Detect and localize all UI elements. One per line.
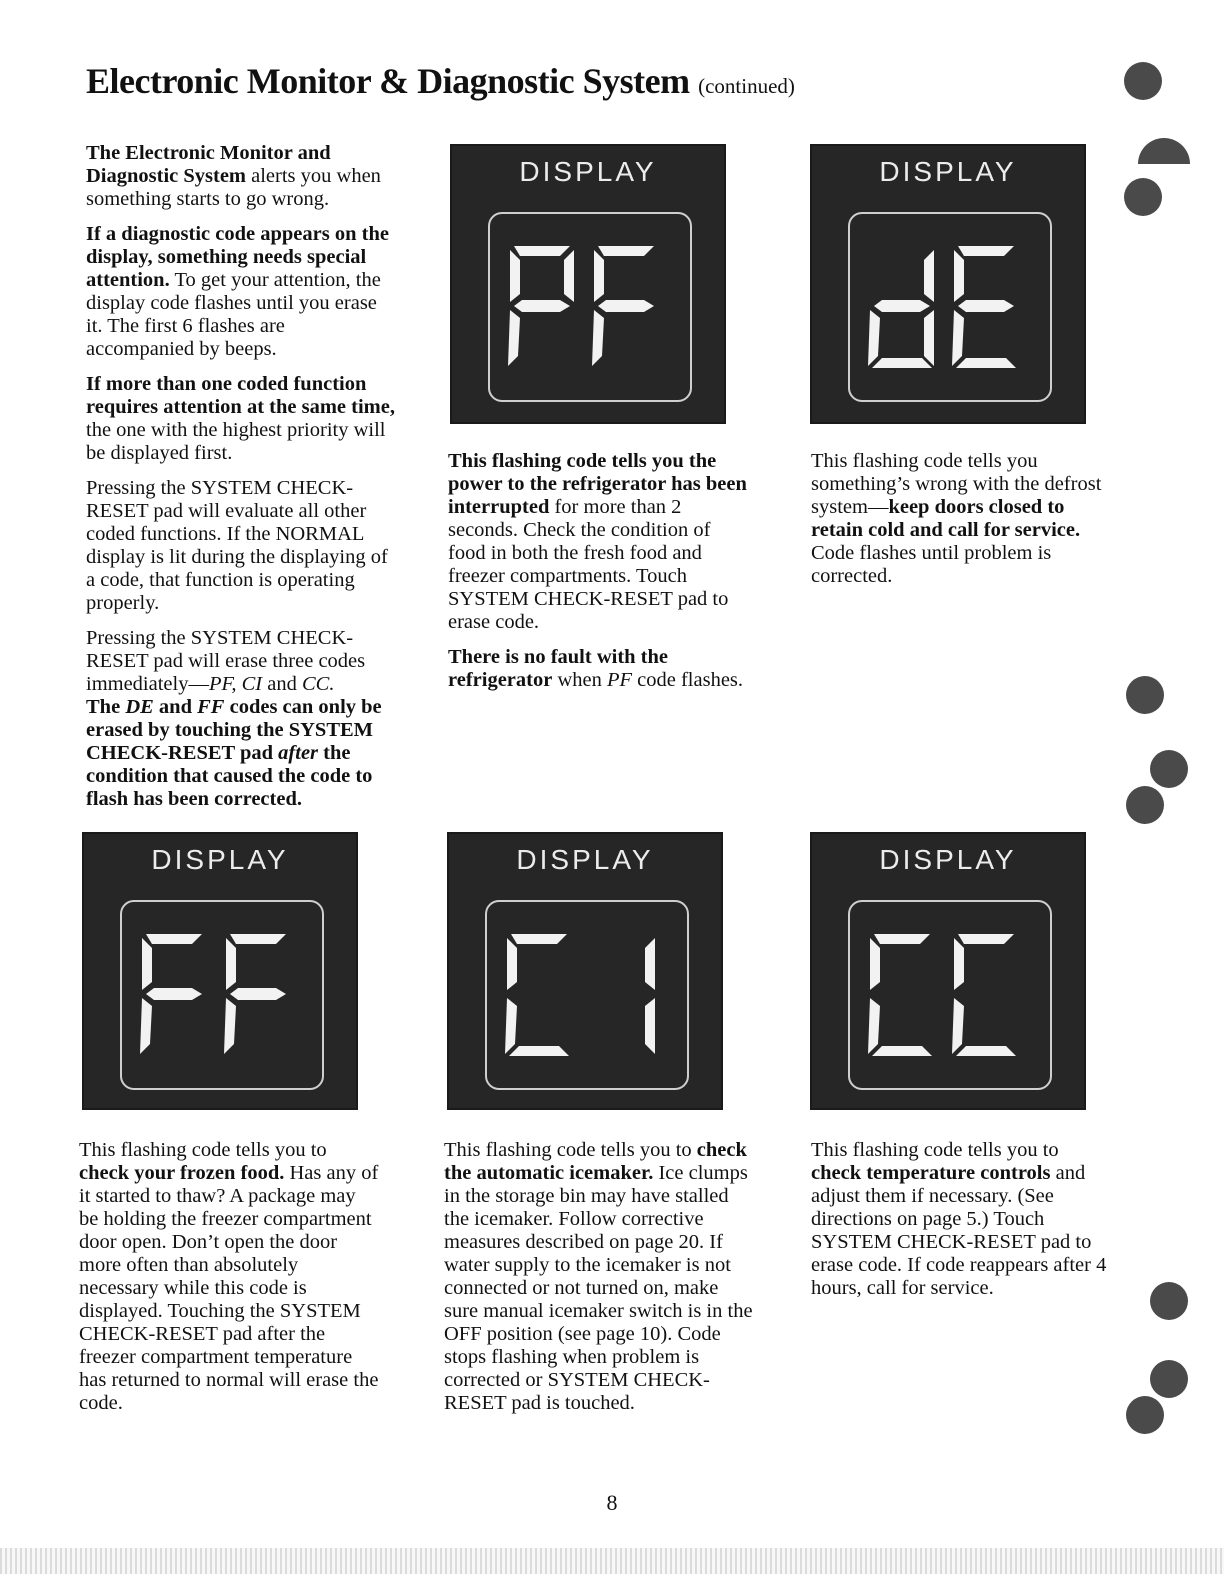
ci-text-2: Ice clumps in the storage bin may have stalled the icemaker. Follow corrective measures described on page 20. If water supply to the icemaker is not connected or not turned on, make sure manual icemaker switch is in the OFF position (see page 10). Code stops flashing when problem is corrected or SYSTEM CHECK-RESET pad is touched. — [444, 1162, 753, 1414]
ff-bold: check your frozen food. — [79, 1162, 285, 1184]
intro-p5-text: Pressing the SYSTEM CHECK-RESET pad will erase three codes immediately— — [86, 627, 366, 695]
binder-hole — [1126, 676, 1164, 714]
ci-bold: check the automatic icemaker. — [444, 1139, 747, 1184]
intro-paragraph-2 — [86, 223, 396, 361]
cc-bold: check temperature controls — [811, 1162, 1051, 1184]
intro-p1-text: alerts you when something starts to go wrong. — [86, 165, 381, 210]
intro-p2-bold: If a diagnostic code appears on the display, something needs special attention. — [86, 223, 389, 291]
scan-footer-noise — [0, 1548, 1224, 1574]
intro-p5-bold-3: codes can only be erased by touching the SYSTEM CHECK-RESET pad — [86, 696, 382, 764]
pf-bold: This flashing code tells you the power to the refrigerator has been interrupted — [448, 450, 747, 518]
cc-text-2: and adjust them if necessary. (See directions on page 5.) Touch SYSTEM CHECK-RESET pad to erase code. If code reappears after 4 hours, call for service. — [811, 1162, 1107, 1299]
title-continued: (continued) — [698, 74, 795, 98]
ci-paragraph — [444, 1139, 756, 1415]
pf-description — [448, 450, 748, 704]
pf-text-3: code flashes. — [632, 669, 744, 691]
de-bold: keep doors closed to retain cold and call for service. — [811, 496, 1081, 541]
intro-p5-bold-4: the condition that caused the code to flash has been corrected. — [86, 742, 373, 810]
binder-hole — [1124, 62, 1162, 100]
de-paragraph — [811, 450, 1121, 588]
ff-text: This flashing code tells you to — [79, 1139, 327, 1161]
display-panel-ff — [82, 832, 358, 1110]
binder-hole — [1150, 1360, 1188, 1398]
intro-p4-text: Pressing the SYSTEM CHECK-RESET pad will evaluate all other coded functions. If the NORMAL display is lit during the displaying of a code, that function is operating properly. — [86, 477, 388, 614]
intro-paragraph-4 — [86, 477, 396, 615]
display-panel-cc — [810, 832, 1086, 1110]
pf-paragraph-2 — [448, 646, 748, 692]
cc-text: This flashing code tells you to — [811, 1139, 1059, 1161]
intro-p5-bold-2: and — [153, 696, 198, 718]
cc-paragraph — [811, 1139, 1111, 1300]
pf-paragraph-1 — [448, 450, 748, 634]
display-panel-de — [810, 144, 1086, 424]
display-code-ff — [140, 932, 300, 1056]
intro-p5-text-2: and — [262, 673, 302, 695]
intro-p2-text: To get your attention, the display code flashes until you erase it. The first 6 flashes are accompanied by beeps. — [86, 269, 381, 360]
display-label: DISPLAY — [879, 844, 1017, 875]
page-title — [86, 60, 986, 102]
intro-p5-after: after — [278, 742, 319, 764]
display-panel-pf — [450, 144, 726, 424]
page-number: 8 — [606, 1490, 618, 1515]
pf-text: for more than 2 seconds. Check the condition of food in both the fresh food and freezer compartments. Touch SYSTEM CHECK-RESET pad to erase code. — [448, 496, 729, 633]
ff-paragraph — [79, 1139, 379, 1415]
intro-paragraph-1 — [86, 142, 396, 211]
display-label: DISPLAY — [516, 844, 654, 875]
display-label: DISPLAY — [879, 156, 1017, 187]
de-text-2: Code flashes until problem is corrected. — [811, 542, 1052, 587]
binder-hole — [1138, 138, 1190, 164]
intro-p5-bold-1: The — [86, 696, 126, 718]
ci-description — [444, 1139, 756, 1427]
display-code-ci — [505, 932, 665, 1056]
cc-description — [811, 1139, 1111, 1312]
de-text: This flashing code tells you something’s wrong with the defrost system— — [811, 450, 1102, 518]
binder-hole — [1150, 1282, 1188, 1320]
title-text: Electronic Monitor & Diagnostic System — [86, 61, 690, 101]
binder-hole — [1126, 786, 1164, 824]
display-label: DISPLAY — [151, 844, 289, 875]
display-panel-ci — [447, 832, 723, 1110]
ff-description — [79, 1139, 379, 1427]
display-label: DISPLAY — [519, 156, 657, 187]
display-code-de — [868, 244, 1028, 368]
intro-p5-italic-1: PF, CI — [208, 673, 263, 695]
binder-hole — [1150, 750, 1188, 788]
intro-paragraph-3 — [86, 373, 396, 465]
intro-p5-code-ff: FF — [197, 696, 225, 718]
intro-p3-text: the one with the highest priority will be displayed first. — [86, 419, 386, 464]
ci-text: This flashing code tells you to — [444, 1139, 697, 1161]
display-code-pf — [508, 244, 668, 368]
intro-p5-code-de: DE — [125, 696, 154, 718]
intro-paragraph-5 — [86, 627, 396, 811]
de-description — [811, 450, 1121, 600]
pf-bold-2: There is no fault with the refrigerator — [448, 646, 669, 691]
binder-hole — [1124, 178, 1162, 216]
display-code-cc — [868, 932, 1028, 1056]
intro-column — [86, 142, 396, 823]
pf-text-2: when — [552, 669, 607, 691]
pf-code: PF — [606, 669, 633, 691]
intro-p3-bold: If more than one coded function requires attention at the same time, — [86, 373, 395, 418]
intro-p1-bold: The Electronic Monitor and Diagnostic System — [86, 142, 331, 187]
intro-p5-italic-2: CC. — [302, 673, 335, 695]
binder-hole — [1126, 1396, 1164, 1434]
ff-text-2: Has any of it started to thaw? A package may be holding the freezer compartment door open. Don’t open the door more often than absolutely necessary while this code is displayed. Touching the SYSTEM CHECK-RESET pad after the freezer compartment temperature has returned to normal will erase the code. — [79, 1162, 379, 1414]
